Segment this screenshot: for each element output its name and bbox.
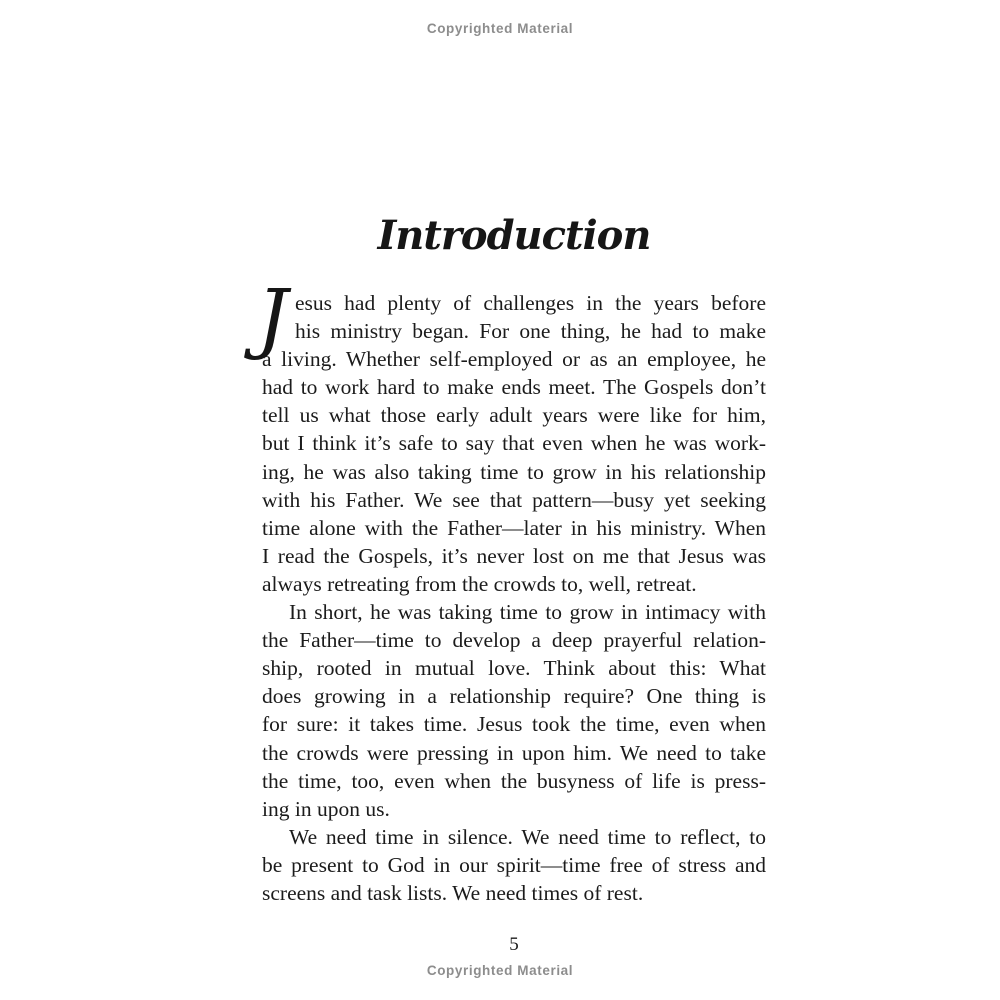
text-line: ing, he was also taking time to grow in his relationship xyxy=(262,459,766,484)
text-line: with his Father. We see that pattern—busy yet seeking xyxy=(262,487,766,512)
text-line: the crowds were pressing in upon him. We need to take xyxy=(262,740,766,765)
text-line: We need time in silence. We need time to reflect, to xyxy=(289,824,766,849)
text-line: ing in upon us. xyxy=(262,796,390,821)
text-line: the Father—time to develop a deep prayerful relation- xyxy=(262,628,766,653)
chapter-title: Introduction xyxy=(377,212,651,259)
text-line: screens and task lists. We need times of rest. xyxy=(262,880,644,905)
text-line: be present to God in our spirit—time free of stress and xyxy=(262,852,766,877)
text-line: I read the Gospels, it’s never lost on me that Jesus was xyxy=(262,543,766,568)
text-line: does growing in a relationship require? One thing is xyxy=(262,684,766,709)
text-line: had to work hard to make ends meet. The Gospels don’t xyxy=(262,375,766,400)
paragraph xyxy=(262,823,766,907)
copyright-notice-bottom: Copyrighted Material xyxy=(426,963,574,978)
paragraph xyxy=(262,598,766,823)
text-line: In short, he was taking time to grow in intimacy with xyxy=(289,600,766,625)
text-line: always retreating from the crowds to, well, retreat. xyxy=(262,571,697,596)
copyright-notice-top: Copyrighted Material xyxy=(426,21,574,36)
text-line: time alone with the Father—later in his ministry. When xyxy=(262,515,766,540)
text-line: a living. Whether self-employed or as an employee, he xyxy=(262,347,766,372)
text-line: ship, rooted in mutual love. Think about this: What xyxy=(262,656,766,681)
text-line: his ministry began. For one thing, he had to make xyxy=(295,319,766,344)
text-line: but I think it’s safe to say that even when he was work- xyxy=(262,431,766,456)
text-line: the time, too, even when the busyness of life is press- xyxy=(262,768,766,793)
paragraph xyxy=(257,274,766,598)
page-number: 5 xyxy=(509,934,519,955)
body-text xyxy=(257,274,766,907)
text-line: esus had plenty of challenges in the years before xyxy=(295,291,766,315)
text-line: for sure: it takes time. Jesus took the time, even when xyxy=(262,712,766,737)
drop-cap-letter: J xyxy=(257,274,288,363)
text-line: tell us what those early adult years were like for him, xyxy=(262,403,766,428)
